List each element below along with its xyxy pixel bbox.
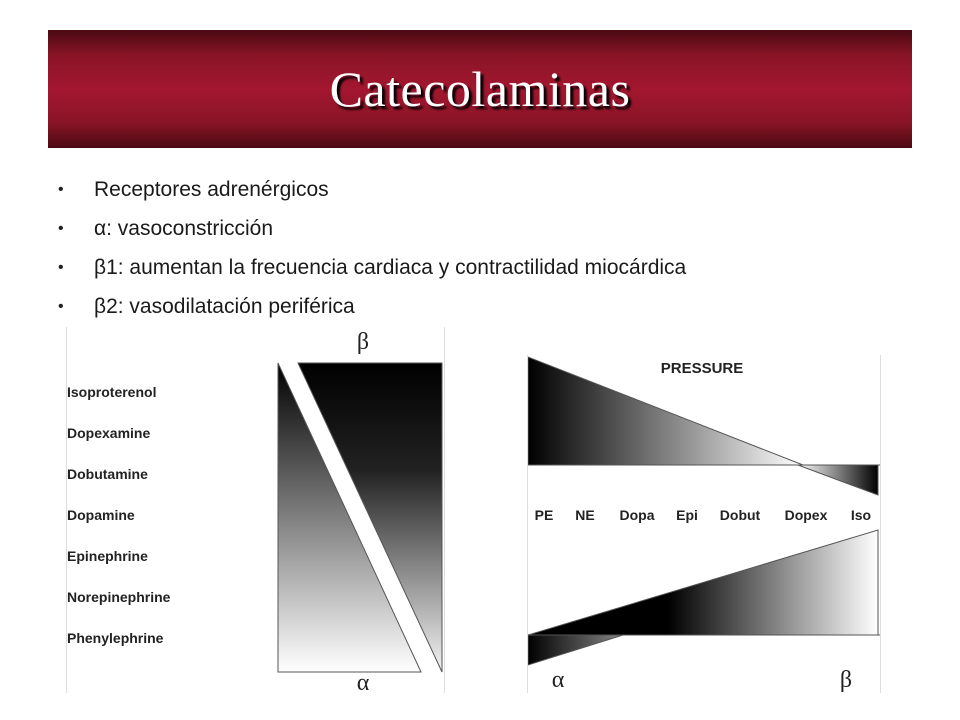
slide-title: Catecolaminas bbox=[329, 61, 631, 117]
receptor-selectivity-figure bbox=[66, 327, 445, 693]
wedge-graphic bbox=[67, 327, 444, 693]
alpha-symbol: α bbox=[356, 670, 370, 693]
drug-abbrev: Iso bbox=[850, 507, 872, 523]
bullet-item: • α: vasoconstricción bbox=[58, 211, 686, 250]
bullet-list bbox=[58, 172, 686, 328]
drug-label: Epinephrine bbox=[67, 548, 148, 564]
drug-abbrev: Dopex bbox=[784, 507, 828, 523]
drug-label: Norepinephrine bbox=[67, 589, 171, 605]
bullet-item: • Receptores adrenérgicos bbox=[58, 172, 686, 211]
drug-abbrev: Dopa bbox=[619, 507, 655, 523]
beta-symbol: β bbox=[356, 329, 370, 355]
drug-abbrev: NE bbox=[575, 507, 595, 523]
drug-label: Dopexamine bbox=[67, 425, 151, 441]
alpha-lower-wedge bbox=[528, 635, 623, 665]
pressure-figure bbox=[527, 355, 881, 693]
bullet-item: • β2: vasodilatación periférica bbox=[58, 289, 686, 328]
drug-label: Dopamine bbox=[67, 507, 135, 523]
bullet-item: • β1: aumentan la frecuencia cardiaca y contractilidad miocárdica bbox=[58, 250, 686, 289]
drug-abbrev: Epi bbox=[676, 507, 698, 523]
beta-pressure-wedge bbox=[798, 465, 878, 495]
drug-abbrev: Dobut bbox=[719, 507, 761, 523]
beta-symbol: β bbox=[839, 667, 853, 693]
pressure-graphic bbox=[528, 355, 880, 693]
drug-label: Phenylephrine bbox=[67, 630, 164, 646]
drug-abbrev: PE bbox=[534, 507, 554, 523]
alpha-symbol: α bbox=[551, 667, 565, 693]
pressure-title: PRESSURE bbox=[660, 360, 744, 377]
drug-label: Dobutamine bbox=[67, 466, 148, 482]
drug-label: Isoproterenol bbox=[67, 384, 157, 400]
beta-lower-wedge bbox=[528, 530, 878, 635]
title-bar bbox=[48, 30, 912, 148]
